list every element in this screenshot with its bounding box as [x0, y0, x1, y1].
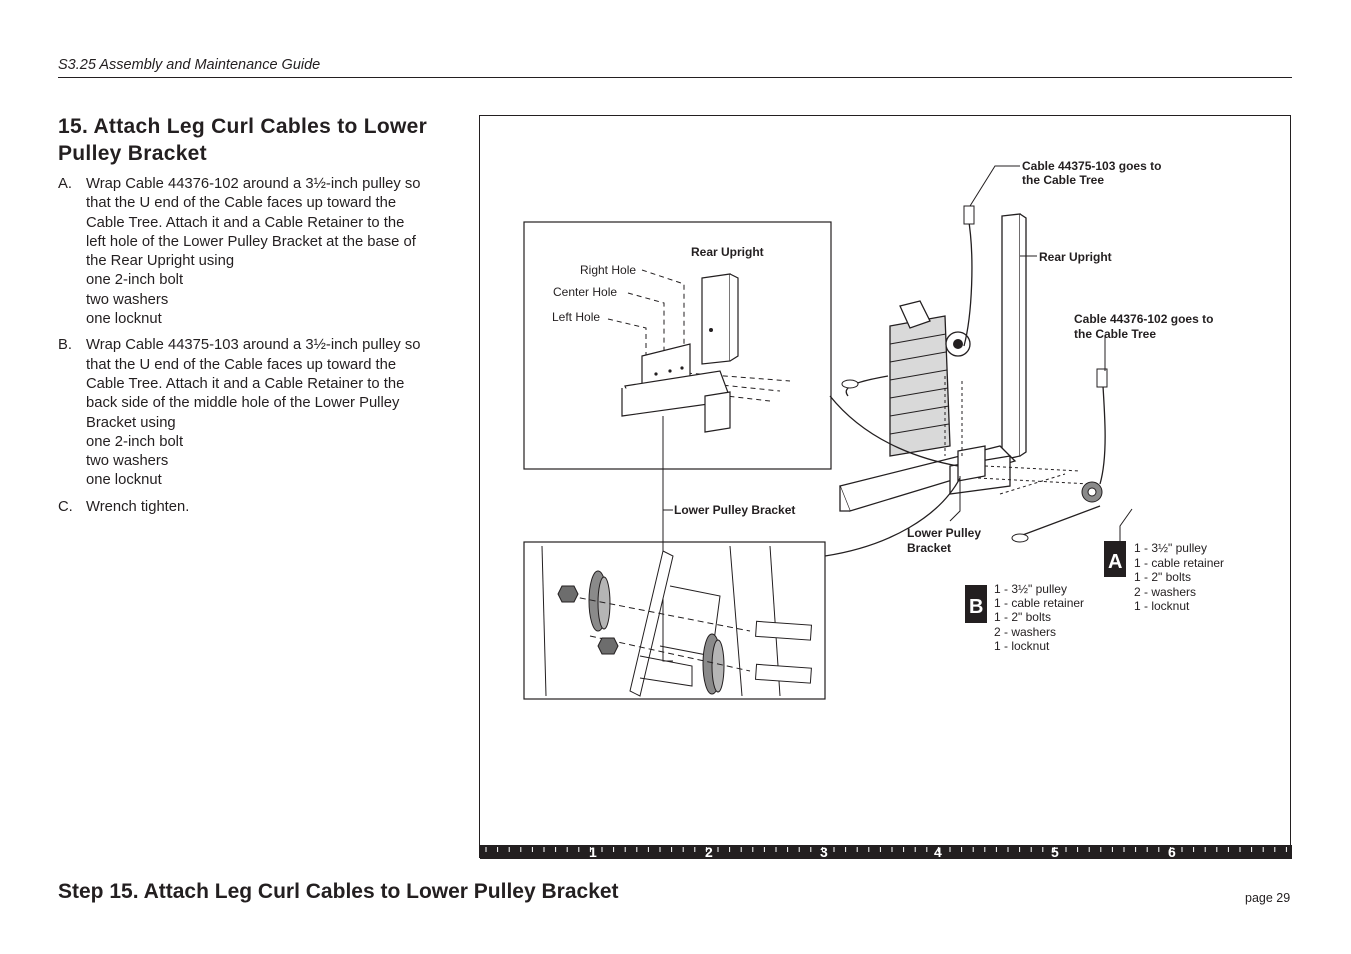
kit-a-item: 1 - 3½" pulley — [1134, 541, 1207, 555]
right-hole-label: Right Hole — [580, 263, 637, 277]
kit-a-item: 2 - washers — [1134, 585, 1197, 599]
step-text — [86, 498, 189, 517]
section-title: 15. Attach Leg Curl Cables to Lower Pulley Bracket — [58, 115, 428, 165]
left-hole-label: Left Hole — [552, 310, 601, 324]
step-line: two washers — [86, 291, 169, 308]
center-hole-label: Center Hole — [553, 285, 618, 299]
step-c — [58, 498, 453, 517]
kit-a-letter: A — [1108, 551, 1123, 573]
step-letter: A. — [58, 176, 72, 192]
inset-rear-upright-label: Rear Upright — [691, 245, 764, 259]
step-line: one locknut — [86, 472, 162, 489]
ruler-label: 1 — [589, 844, 597, 859]
main-leader-lines — [950, 166, 1132, 566]
kit-b-letter: B — [969, 596, 984, 618]
ruler-label: 3 — [820, 844, 828, 859]
instruction-list — [58, 175, 453, 524]
main-lower-pulley-bracket-line1: Lower Pulley — [907, 526, 982, 540]
cable-102-label-line1: Cable 44376-102 goes to — [1074, 312, 1214, 326]
kit-a-item: 1 - cable retainer — [1134, 556, 1225, 570]
assembly-figure — [479, 115, 1291, 858]
step-line: Wrench tighten. — [86, 498, 190, 515]
step-line: one 2-inch bolt — [86, 433, 184, 450]
kit-b-item: 1 - cable retainer — [994, 596, 1085, 610]
step-line: that the U end of the Cable faces up toward the — [86, 195, 397, 212]
kit-a-item: 1 - 2" bolts — [1134, 570, 1191, 584]
step-a — [58, 175, 453, 329]
step-line: Cable Tree. Attach it and a Cable Retainer to the — [86, 214, 405, 231]
step-line: Wrap Cable 44376-102 around a 3½-inch pulley so — [86, 176, 421, 192]
hole-detail-inset — [524, 222, 831, 469]
step-letter: B. — [58, 337, 72, 354]
step-text — [86, 336, 421, 490]
ruler-label: 6 — [1168, 844, 1176, 859]
kit-b-item: 1 - locknut — [994, 639, 1050, 653]
ruler-label: 4 — [934, 844, 942, 859]
step-line: back side of the middle hole of the Lower Pulley — [86, 395, 400, 412]
inset-upright-drawing — [622, 274, 738, 432]
kit-b-item: 2 - washers — [994, 625, 1057, 639]
pulley-closeup-drawing — [542, 546, 780, 696]
cable-103-label-line2: the Cable Tree — [1022, 173, 1105, 187]
step-b — [58, 336, 453, 490]
ruler-label: 2 — [705, 844, 713, 859]
cable-102-label-line2: the Cable Tree — [1074, 327, 1157, 341]
guide-title: S3.25 Assembly and Maintenance Guide — [58, 57, 321, 73]
step-footer-title: Step 15. Attach Leg Curl Cables to Lower Pulley Bracket — [58, 880, 619, 903]
step-line: left hole of the Lower Pulley Bracket at the base of — [86, 233, 416, 250]
step-line: one 2-inch bolt — [86, 272, 184, 289]
cable-103-label-line1: Cable 44375-103 goes to — [1022, 159, 1162, 173]
assembly-diagram — [480, 116, 1292, 859]
step-line: the Rear Upright using — [86, 253, 235, 270]
step-line: two washers — [86, 453, 169, 470]
step-text — [86, 175, 421, 329]
step-line: Wrap Cable 44375-103 around a 3½-inch pulley so — [86, 337, 421, 354]
kit-b-item: 1 - 3½" pulley — [994, 582, 1067, 596]
step-line: one locknut — [86, 311, 162, 328]
rear-upright-label: Rear Upright — [1039, 250, 1112, 264]
step-line: Bracket using — [86, 414, 176, 431]
step-letter: C. — [58, 498, 73, 515]
step-line: that the U end of the Cable faces up toward the — [86, 356, 397, 373]
header-divider — [58, 77, 1292, 78]
step-line: Cable Tree. Attach it and a Cable Retainer to the — [86, 375, 405, 392]
main-lower-pulley-bracket-line2: Bracket — [907, 541, 952, 555]
lower-pulley-bracket-label: Lower Pulley Bracket — [674, 503, 796, 517]
ruler-label: 5 — [1051, 844, 1059, 859]
page-number: page 29 — [1245, 891, 1291, 905]
kit-a-item: 1 - locknut — [1134, 599, 1190, 613]
kit-b-item: 1 - 2" bolts — [994, 610, 1051, 624]
